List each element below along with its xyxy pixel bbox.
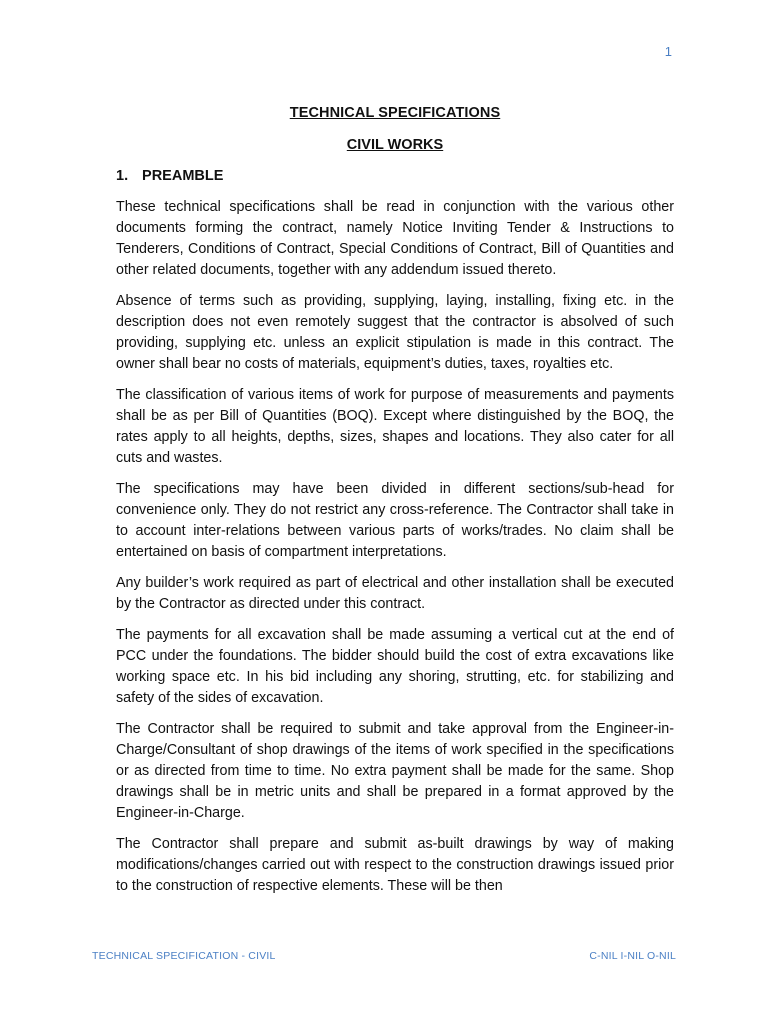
footer-left: TECHNICAL SPECIFICATION - CIVIL — [92, 950, 276, 962]
document-subtitle: CIVIL WORKS — [346, 137, 444, 153]
title-block — [116, 103, 674, 155]
document-title: TECHNICAL SPECIFICATIONS — [289, 105, 501, 121]
section-title: PREAMBLE — [142, 168, 224, 184]
paragraph: Absence of terms such as providing, supplying, laying, installing, fixing etc. in the description does not even remotely suggest that the contractor is absolved of such providing, supplying etc. unless an explicit stipulation is made in this contract. The owner shall bear no costs of materials, equipment’s duties, taxes, royalties etc. — [116, 293, 674, 372]
page-number: 1 — [664, 44, 672, 59]
paragraph: The Contractor shall be required to submit and take approval from the Engineer-in-Charge/Consultant of shop drawings of the items of work specified in the specifications or as directed from time to time. No extra payment shall be made for the same. Shop drawings shall be in metric units and shall be prepared in a format approved by the Engineer-in-Charge. — [116, 721, 674, 821]
section-heading — [116, 166, 223, 186]
paragraph: These technical specifications shall be read in conjunction with the various other documents forming the contract, namely Notice Inviting Tender & Instructions to Tenderers, Conditions of Contract, Special Conditions of Contract, Bill of Quantities and other related documents, together with any addendum issued thereto. — [116, 199, 674, 278]
paragraph: The specifications may have been divided in different sections/sub-head for convenience only. They do not restrict any cross-reference. The Contractor shall take in to account inter-relations between various parts of works/trades. No claim shall be entertained on basis of compartment interpretations. — [116, 481, 674, 560]
footer-right: C-NIL I-NIL O-NIL — [589, 950, 676, 962]
section-number: 1. — [116, 168, 129, 184]
paragraph: The payments for all excavation shall be made assuming a vertical cut at the end of PCC under the foundations. The bidder should build the cost of extra excavations like working space etc. In his bid including any shoring, strutting, etc. for stabilizing and safety of the sides of excavation. — [116, 627, 674, 706]
paragraph: The classification of various items of work for purpose of measurements and payments shall be as per Bill of Quantities (BOQ). Except where distinguished by the BOQ, the rates apply to all heights, depths, sizes, shapes and locations. They also cater for all cuts and wastes. — [116, 387, 674, 466]
body-text — [116, 197, 674, 937]
paragraph: Any builder’s work required as part of electrical and other installation shall be executed by the Contractor as directed under this contract. — [116, 575, 674, 612]
paragraph: The Contractor shall prepare and submit as-built drawings by way of making modifications/changes carried out with respect to the construction drawings issued prior to the construction of respective elements. These will be then — [116, 836, 674, 894]
